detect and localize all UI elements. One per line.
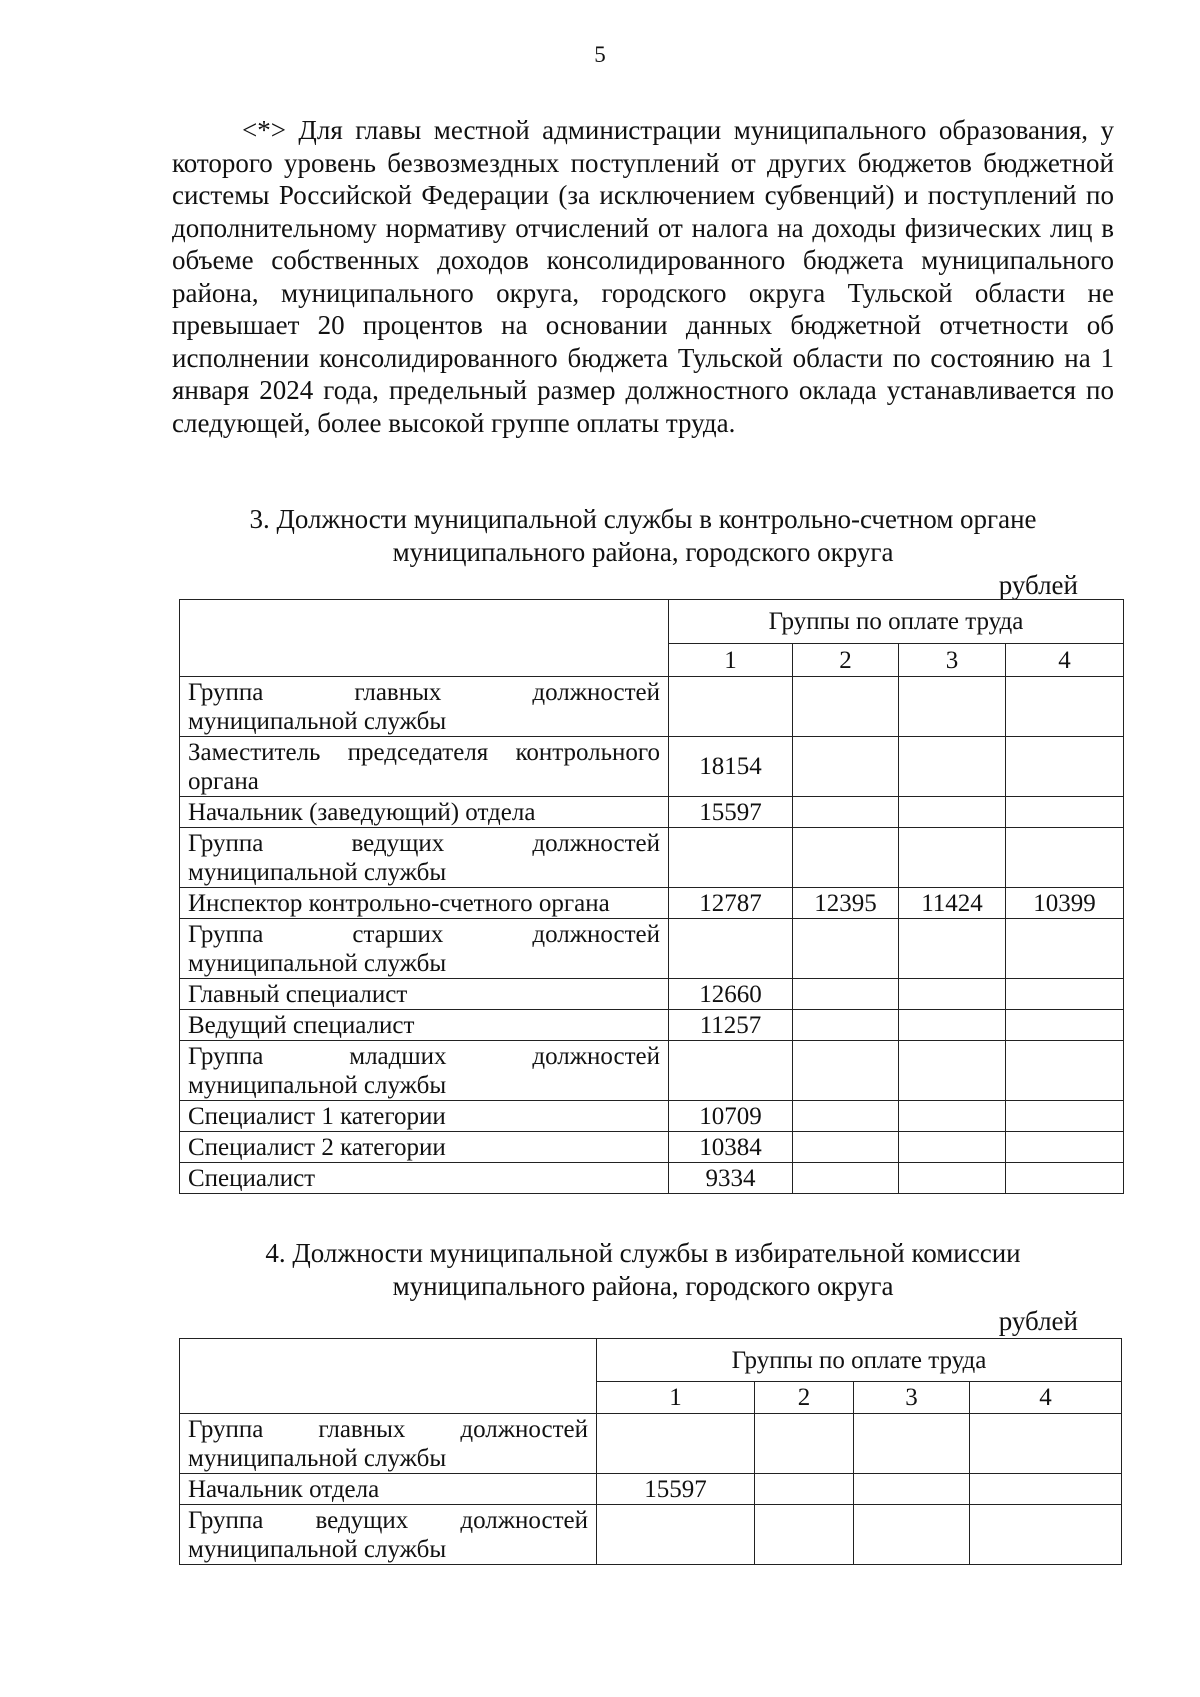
table-row <box>180 1101 1124 1132</box>
salary-value-cell: 9334 <box>669 1163 793 1194</box>
salary-value-cell <box>1006 737 1124 797</box>
table-row <box>180 979 1124 1010</box>
salary-value-cell <box>899 828 1006 888</box>
position-name-line1: Группа старших должностей <box>188 920 660 948</box>
position-name-cell: Инспектор контрольно-счетного органа <box>180 888 669 919</box>
position-name-line1: Заместитель председателя контрольного <box>188 738 660 766</box>
salary-value-cell <box>793 677 899 737</box>
salary-value-cell <box>899 1101 1006 1132</box>
position-name-line1: Группа ведущих должностей <box>188 1506 588 1534</box>
position-name-cell: Главный специалист <box>180 979 669 1010</box>
section4-title-line1: 4. Должности муниципальной службы в избирательной комиссии <box>265 1238 1021 1268</box>
salary-value-cell <box>1006 797 1124 828</box>
salary-value-cell <box>854 1505 970 1565</box>
group-number-cell: 3 <box>854 1382 970 1414</box>
salary-value-cell <box>899 1010 1006 1041</box>
table-row <box>180 1041 1124 1101</box>
position-name-cell <box>180 737 669 797</box>
salary-value-cell <box>899 797 1006 828</box>
section3-title-line2: муниципального района, городского округа <box>392 537 894 567</box>
salary-value-cell <box>1006 919 1124 979</box>
position-name-line1: Группа главных должностей <box>188 678 660 706</box>
table-row <box>180 677 1124 737</box>
table-row <box>180 1132 1124 1163</box>
position-name-cell <box>180 919 669 979</box>
salary-value-cell <box>1006 1132 1124 1163</box>
salary-value-cell <box>669 677 793 737</box>
table-header-row <box>180 1339 1122 1382</box>
table-header-row <box>180 600 1124 644</box>
salary-value-cell <box>899 979 1006 1010</box>
group-number-cell: 4 <box>970 1382 1122 1414</box>
salary-value-cell <box>854 1414 970 1474</box>
salary-value-cell <box>899 1041 1006 1101</box>
salary-value-cell <box>1006 1101 1124 1132</box>
salary-value-cell: 15597 <box>669 797 793 828</box>
salary-value-cell <box>1006 1010 1124 1041</box>
salary-value-cell <box>597 1505 755 1565</box>
salary-value-cell <box>793 979 899 1010</box>
position-name-cell: Специалист <box>180 1163 669 1194</box>
group-number-cell: 3 <box>899 644 1006 677</box>
salary-value-cell <box>970 1505 1122 1565</box>
salary-value-cell: 12660 <box>669 979 793 1010</box>
table-row <box>180 828 1124 888</box>
table-row <box>180 1505 1122 1565</box>
position-name-line2: муниципальной службы <box>188 858 447 886</box>
position-name-line1: Группа ведущих должностей <box>188 829 660 857</box>
table-row <box>180 1163 1124 1194</box>
position-name-cell: Специалист 1 категории <box>180 1101 669 1132</box>
salary-value-cell <box>899 919 1006 979</box>
section4-table <box>179 1338 1122 1565</box>
header-corner-cell <box>180 1339 597 1414</box>
salary-value-cell: 15597 <box>597 1474 755 1505</box>
table-row <box>180 1010 1124 1041</box>
salary-value-cell: 11257 <box>669 1010 793 1041</box>
table-row <box>180 888 1124 919</box>
table-row <box>180 1474 1122 1505</box>
salary-value-cell <box>1006 677 1124 737</box>
page-number: 5 <box>594 42 606 67</box>
header-groups-cell: Группы по оплате труда <box>597 1339 1122 1382</box>
position-name-line2: муниципальной службы <box>188 1535 447 1563</box>
salary-value-cell <box>899 1132 1006 1163</box>
header-groups-cell: Группы по оплате труда <box>669 600 1124 644</box>
salary-value-cell <box>1006 979 1124 1010</box>
group-number-cell: 4 <box>1006 644 1124 677</box>
salary-value-cell: 10709 <box>669 1101 793 1132</box>
salary-value-cell: 10399 <box>1006 888 1124 919</box>
salary-value-cell: 18154 <box>669 737 793 797</box>
group-number-cell: 1 <box>597 1382 755 1414</box>
salary-value-cell <box>793 828 899 888</box>
position-name-cell <box>180 1414 597 1474</box>
salary-value-cell <box>793 1132 899 1163</box>
position-name-cell <box>180 1041 669 1101</box>
table-row <box>180 919 1124 979</box>
salary-value-cell: 11424 <box>899 888 1006 919</box>
table-row <box>180 797 1124 828</box>
salary-value-cell <box>1006 1041 1124 1101</box>
section4-unit-label: рублей <box>998 1306 1078 1336</box>
position-name-cell <box>180 828 669 888</box>
salary-value-cell <box>755 1505 854 1565</box>
position-name-line2: муниципальной службы <box>188 1071 447 1099</box>
salary-value-cell <box>793 1163 899 1194</box>
salary-value-cell <box>1006 1163 1124 1194</box>
position-name-line1: Группа младших должностей <box>188 1042 660 1070</box>
position-name-line2: муниципальной службы <box>188 949 447 977</box>
section3-unit-label: рублей <box>998 570 1078 600</box>
salary-value-cell: 12395 <box>793 888 899 919</box>
position-name-line2: органа <box>188 767 259 795</box>
position-name-cell <box>180 1505 597 1565</box>
position-name-cell: Начальник (заведующий) отдела <box>180 797 669 828</box>
salary-value-cell <box>793 1010 899 1041</box>
salary-value-cell <box>669 919 793 979</box>
position-name-cell <box>180 677 669 737</box>
salary-value-cell <box>970 1414 1122 1474</box>
group-number-cell: 1 <box>669 644 793 677</box>
section4-title-line2: муниципального района, городского округа <box>392 1271 894 1301</box>
section3-title-line1: 3. Должности муниципальной службы в контрольно-счетном органе <box>249 504 1037 534</box>
salary-value-cell <box>854 1474 970 1505</box>
position-name-line1: Группа главных должностей <box>188 1415 588 1443</box>
footnote-paragraph: <*> Для главы местной администрации муниципального образования, у которого уровень безвозмездных поступлений от других бюджетов бюджетной системы Российской Федерации (за исключением субвенций) и поступлений по дополнительному нормативу отчислений от налога на доходы физических лиц в объеме собственных доходов консолидированного бюджета муниципального района, муниципального округа, городского округа Тульской области не превышает 20 процентов на основании данных бюджетной отчетности об исполнении консолидированного бюджета Тульской области по состоянию на 1 января 2024 года, предельный размер должностного оклада устанавливается по следующей, более высокой группе оплаты труда. <box>172 115 1114 438</box>
salary-value-cell <box>669 828 793 888</box>
position-name-line2: муниципальной службы <box>188 707 447 735</box>
salary-value-cell <box>899 1163 1006 1194</box>
salary-value-cell: 10384 <box>669 1132 793 1163</box>
section3-table <box>179 599 1124 1194</box>
salary-value-cell: 12787 <box>669 888 793 919</box>
position-name-cell: Ведущий специалист <box>180 1010 669 1041</box>
position-name-cell: Начальник отдела <box>180 1474 597 1505</box>
table-row <box>180 1414 1122 1474</box>
salary-value-cell <box>1006 828 1124 888</box>
position-name-cell: Специалист 2 категории <box>180 1132 669 1163</box>
table-row <box>180 737 1124 797</box>
group-number-cell: 2 <box>755 1382 854 1414</box>
salary-value-cell <box>755 1414 854 1474</box>
salary-value-cell <box>793 1101 899 1132</box>
salary-value-cell <box>755 1474 854 1505</box>
salary-value-cell <box>597 1414 755 1474</box>
salary-value-cell <box>793 737 899 797</box>
salary-value-cell <box>899 737 1006 797</box>
salary-value-cell <box>899 677 1006 737</box>
salary-value-cell <box>793 919 899 979</box>
salary-value-cell <box>970 1474 1122 1505</box>
header-corner-cell <box>180 600 669 677</box>
position-name-line2: муниципальной службы <box>188 1444 447 1472</box>
group-number-cell: 2 <box>793 644 899 677</box>
salary-value-cell <box>793 797 899 828</box>
salary-value-cell <box>669 1041 793 1101</box>
salary-value-cell <box>793 1041 899 1101</box>
